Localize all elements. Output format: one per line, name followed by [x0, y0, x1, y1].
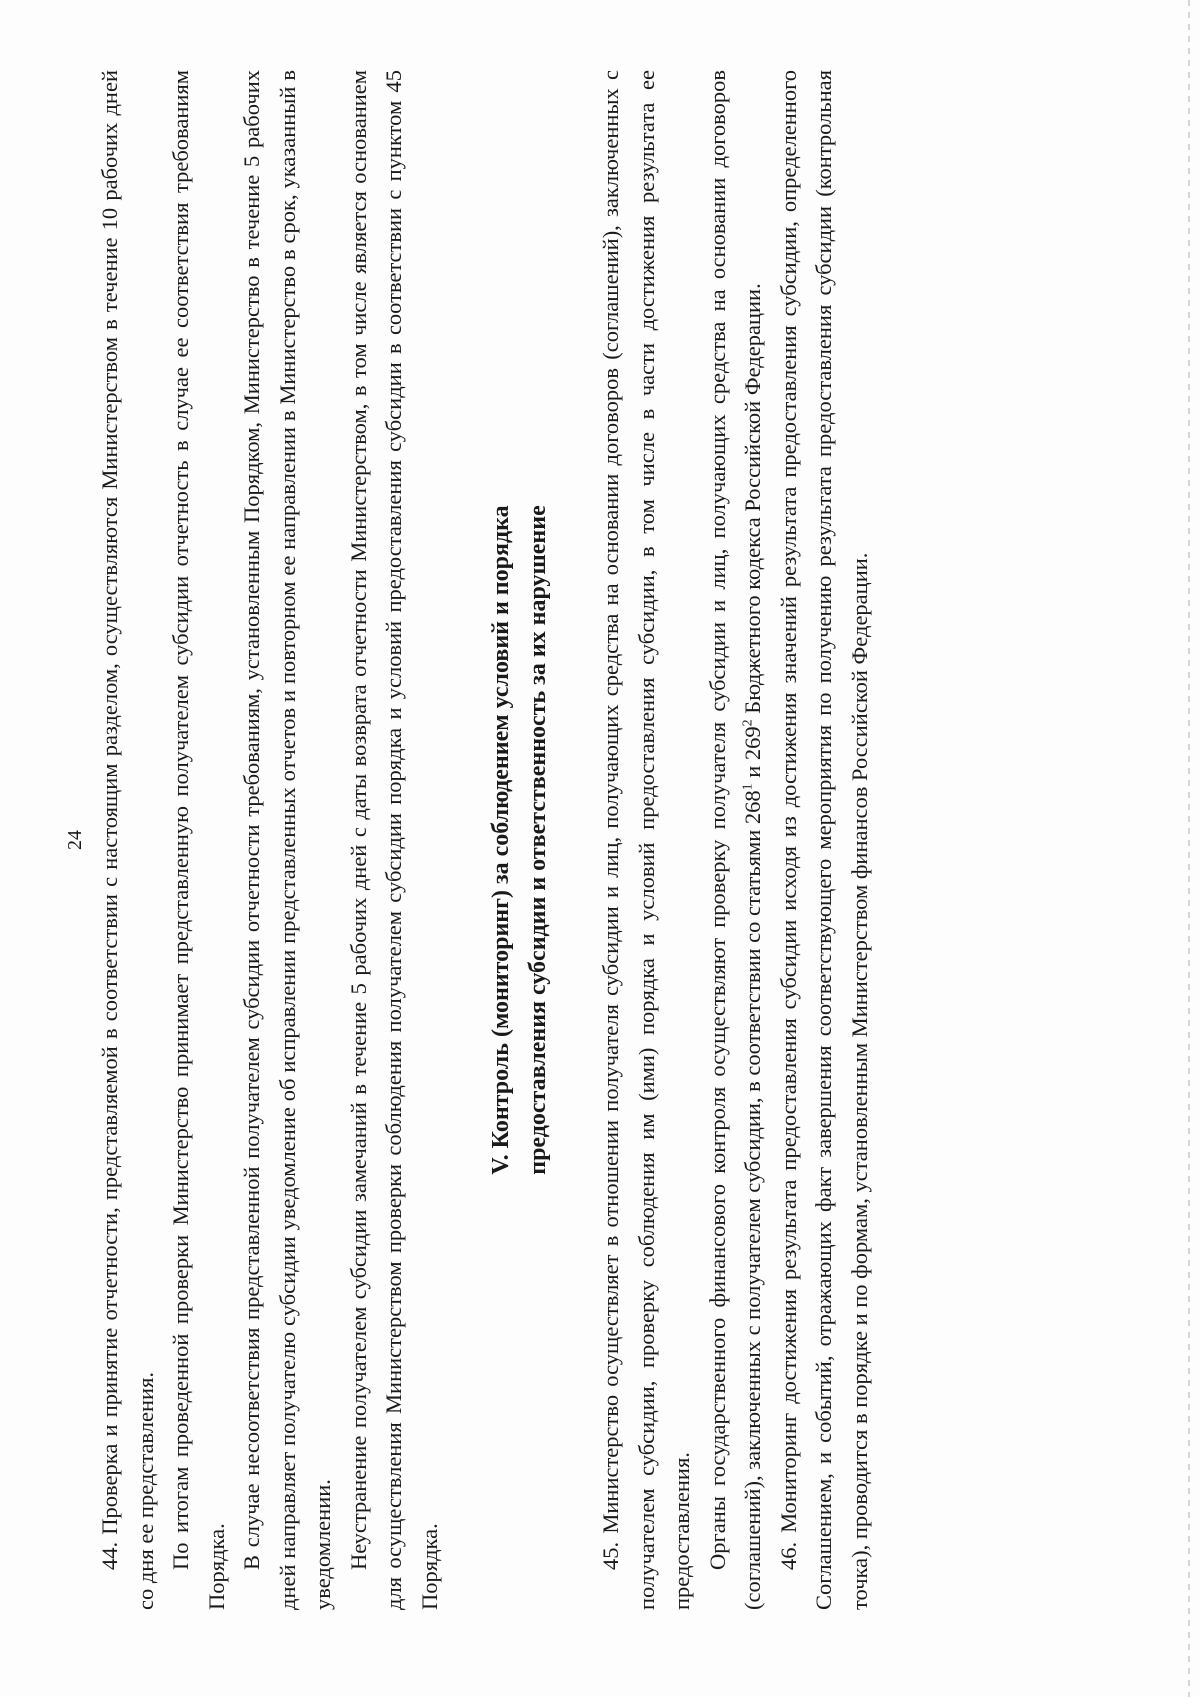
paragraph-45-control-start: Органы государственного финансового контроля осуществляют проверку получателя субсидии и лиц, получающих средства на основании договоров (соглашений), заключенных с получателем субсидии, в соответствии со статьями 268 — [704, 70, 765, 1610]
section-heading-line-2: предоставления субсидии и ответственность за их нарушение — [525, 505, 551, 1175]
paragraph-45-control-mid: и 269 — [740, 726, 765, 784]
paragraph-44: 44. Проверка и принятие отчетности, представляемой в соответствии с настоящим разделом, осуществляются Министерством в течение 10 рабочих дней со дня ее представления. — [97, 70, 158, 1610]
paragraph-46: 46. Мониторинг достижения результата предоставления субсидии исходя из достижения значений результата предоставления субсидии, определенного Соглашением, и событий, отражающих факт завершения соответствующего мероприятия по получению результата предоставления субсидии (контрольная точка), проводится в порядке и по формам, установленным Министерством финансов Российской Федерации. — [775, 70, 872, 1610]
section-heading — [483, 70, 557, 1610]
scan-edge — [1188, 0, 1190, 1697]
paragraph-45: 45. Министерство осуществляет в отношении получателя субсидии и лиц, получающих средства на основании договоров (соглашений), заключенных с получателем субсидии, проверку соблюдения им (ими) порядка и условий предоставления субсидии, в том числе в части достижения результата ее предоставления. — [598, 70, 694, 1610]
paragraph-45-control-end: Бюджетного кодекса Российской Федерации. — [740, 283, 765, 720]
page-number: 24 — [64, 830, 86, 850]
superscript-1: 1 — [740, 783, 756, 791]
paragraph-45-control — [700, 70, 771, 1610]
superscript-2: 2 — [740, 719, 756, 727]
section-heading-line-1: V. Контроль (мониторинг) за соблюдением условий и порядка — [488, 505, 514, 1175]
paragraph-44-accept: По итогам проведенной проверки Министерство принимает представленную получателем субсидии отчетность в случае ее соответствия требованиям Порядка. — [168, 70, 229, 1610]
document-body — [60, 70, 1170, 1610]
paragraph-44-mismatch: В случае несоответствия представленной получателем субсидии отчетности требованиям, установленным Порядком, Министерство в течение 5 рабочих дней направляет получателю субсидии уведомление об исправлении представленных отчетов и повторном ее направлении в Министерство в срок, указанный в уведомлении. — [239, 70, 335, 1610]
paragraph-44-noncorrection: Неустранение получателем субсидии замечаний в течение 5 рабочих дней с даты возврата отчетности Министерством, в том числе является основанием для осуществления Министерством проверки соблюдения получателем субсидии порядка и условий предоставления субсидии в соответствии с пунктом 45 Порядка. — [345, 70, 442, 1610]
